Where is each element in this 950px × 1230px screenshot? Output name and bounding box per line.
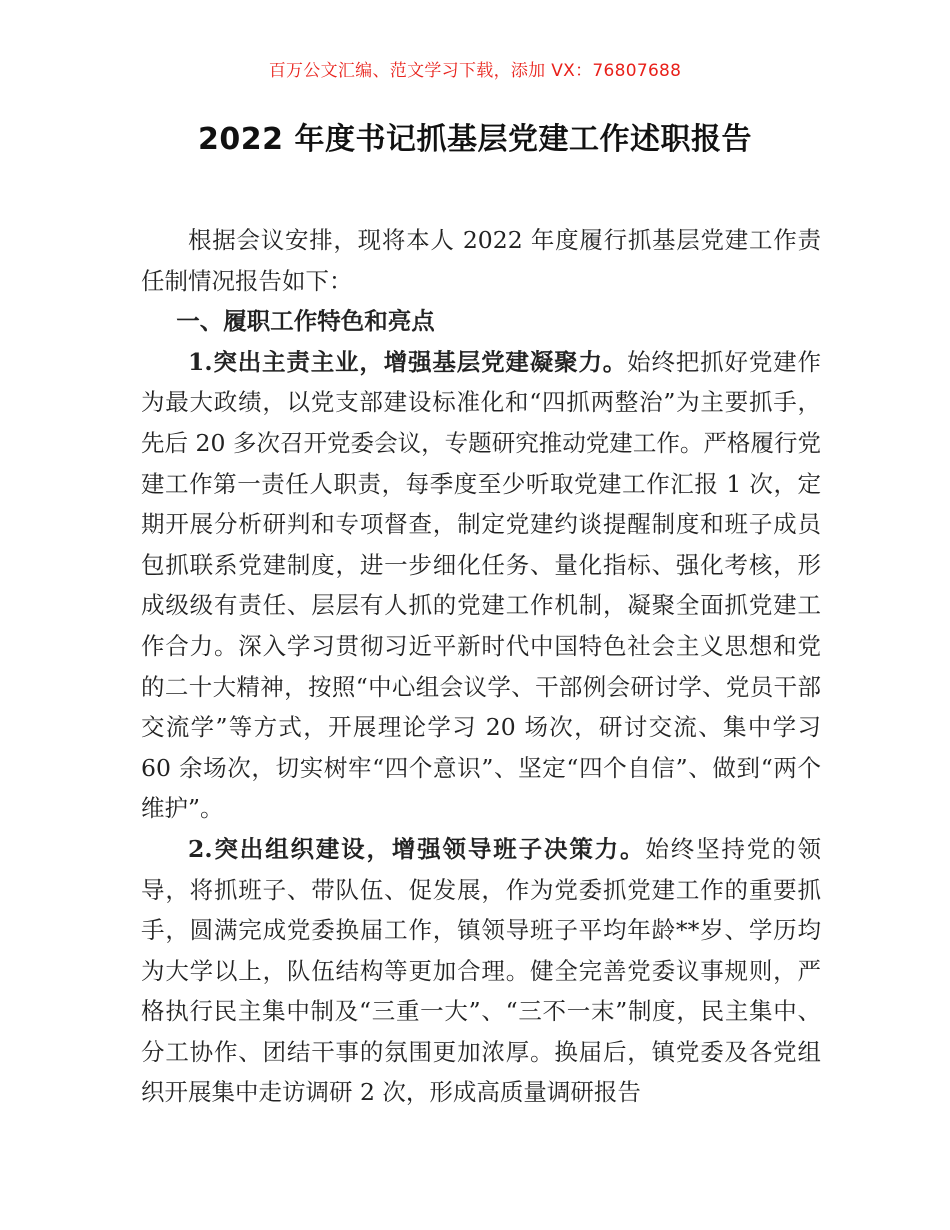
item-lead-2: 2.突出组织建设，增强领导班子决策力。 (188, 834, 646, 863)
document-body (141, 220, 821, 1113)
item-body-2: 始终坚持党的领导，将抓班子、带队伍、促发展，作为党委抓党建工作的重要抓手，圆满完成党委换届工作，镇领导班子平均年龄**岁、学历均为大学以上，队伍结构等更加合理。健全完善党委议事规则，严格执行民主集中制及“三重一大”、“三不一末”制度，民主集中、分工协作、团结干事的氛围更加浓厚。换届后，镇党委及各党组织开展集中走访调研 2 次，形成高质量调研报告 (141, 834, 821, 1107)
intro-paragraph: 根据会议安排，现将本人 2022 年度履行抓基层党建工作责任制情况报告如下： (141, 226, 821, 295)
item-lead-1: 1.突出主责主业，增强基层党建凝聚力。 (188, 347, 628, 376)
promo-banner: 百万公文汇编、范文学习下载，添加 VX：76807688 (268, 61, 682, 81)
item-body-1: 始终把抓好党建作为最大政绩，以党支部建设标准化和“四抓两整治”为主要抓手，先后 20 多次召开党委会议，专题研究推动党建工作。严格履行党建工作第一责任人职责，每季度至少听取党建工作汇报 1 次，定期开展分析研判和专项督查，制定党建约谈提醒制度和班子成员包抓联系党建制度，进一步细化任务、量化指标、强化考核，形成级级有责任、层层有人抓的党建工作机制，凝聚全面抓党建工作合力。深入学习贯彻习近平新时代中国特色社会主义思想和党的二十大精神，按照“中心组会议学、干部例会研讨学、党员干部交流学”等方式，开展理论学习 20 场次，研讨交流、集中学习 60 余场次，切实树牢“四个意识”、坚定“四个自信”、做到“两个维护”。 (141, 347, 821, 823)
item-paragraph-1 (141, 342, 821, 829)
item-paragraph-2 (141, 829, 821, 1113)
section-heading: 一、履职工作特色和亮点 (176, 307, 435, 336)
document-title: 2022 年度书记抓基层党建工作述职报告 (198, 122, 752, 157)
